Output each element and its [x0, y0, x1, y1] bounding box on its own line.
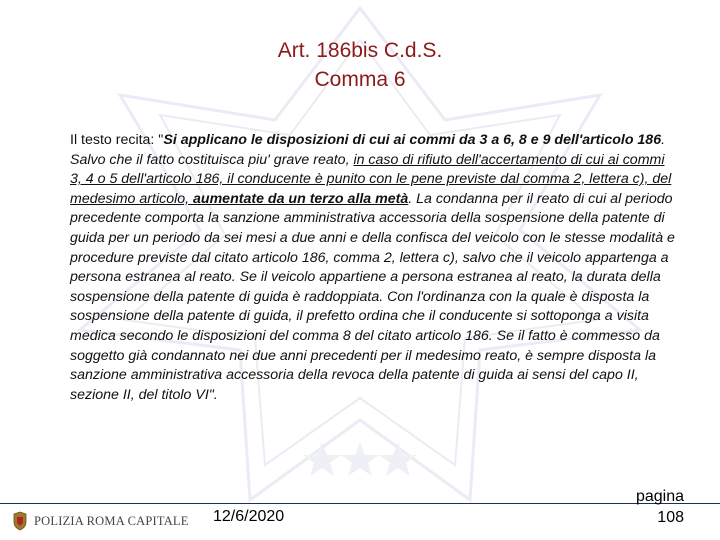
slide-subtitle: Comma 6 [314, 68, 406, 91]
footer-logo [12, 511, 189, 531]
article-quote-bold: Si applicano le disposizioni di cui ai commi da 3 a 6, 8 e 9 dell'articolo 186 [163, 132, 662, 148]
page-number: 108 [657, 509, 684, 526]
page-indicator [636, 486, 684, 528]
article-seg1: . Salvo che il fatto costituisca piu' grave reato, [70, 132, 666, 168]
org-name: POLIZIA ROMA CAPITALE [34, 513, 189, 528]
slide-title: Art. 186bis C.d.S. [277, 39, 443, 62]
article-seg3-bold-underlined: aumentate da un terzo alla metà [193, 190, 409, 207]
crest-icon [12, 511, 28, 531]
article-seg2-underlined: in caso di rifiuto dell'accertamento di cui ai commi 3, 4 o 5 dell'articolo 186, il conducente è punito con le pene previste dal comma 2, lettera c), del medesimo articolo, [70, 151, 672, 207]
page-label: pagina [635, 488, 684, 505]
footer-divider [0, 503, 720, 504]
article-intro: Il testo recita: " [70, 132, 164, 148]
footer-date: 12/6/2020 [213, 508, 285, 525]
article-text [70, 131, 680, 405]
article-seg4: . La condanna per il reato di cui al periodo precedente comporta la sanzione amministrativa accessoria della sospensione della patente di guida per un periodo da sei mesi a due anni e della confisca del veicolo con le stesse modalità e procedure previste dal citato articolo 186, comma 2, lettera c), salvo che il veicolo appartenga a persona estranea al reato. Se il veicolo appartiene a persona estranea al reato, la durata della sospensione della patente di guida è raddoppiata. Con l'ordinanza con la quale è disposta la sospensione della patente di guida, il prefetto ordina che il conducente si sottoponga a visita medica secondo le disposizioni del comma 8 del citato articolo 186. Se il fatto è commesso da soggetto già condannato nei due anni precedenti per il medesimo reato, è sempre disposta la sanzione amministrativa accessoria della revoca della patente di guida ai sensi del capo II, sezione II, del titolo VI". [70, 190, 675, 403]
